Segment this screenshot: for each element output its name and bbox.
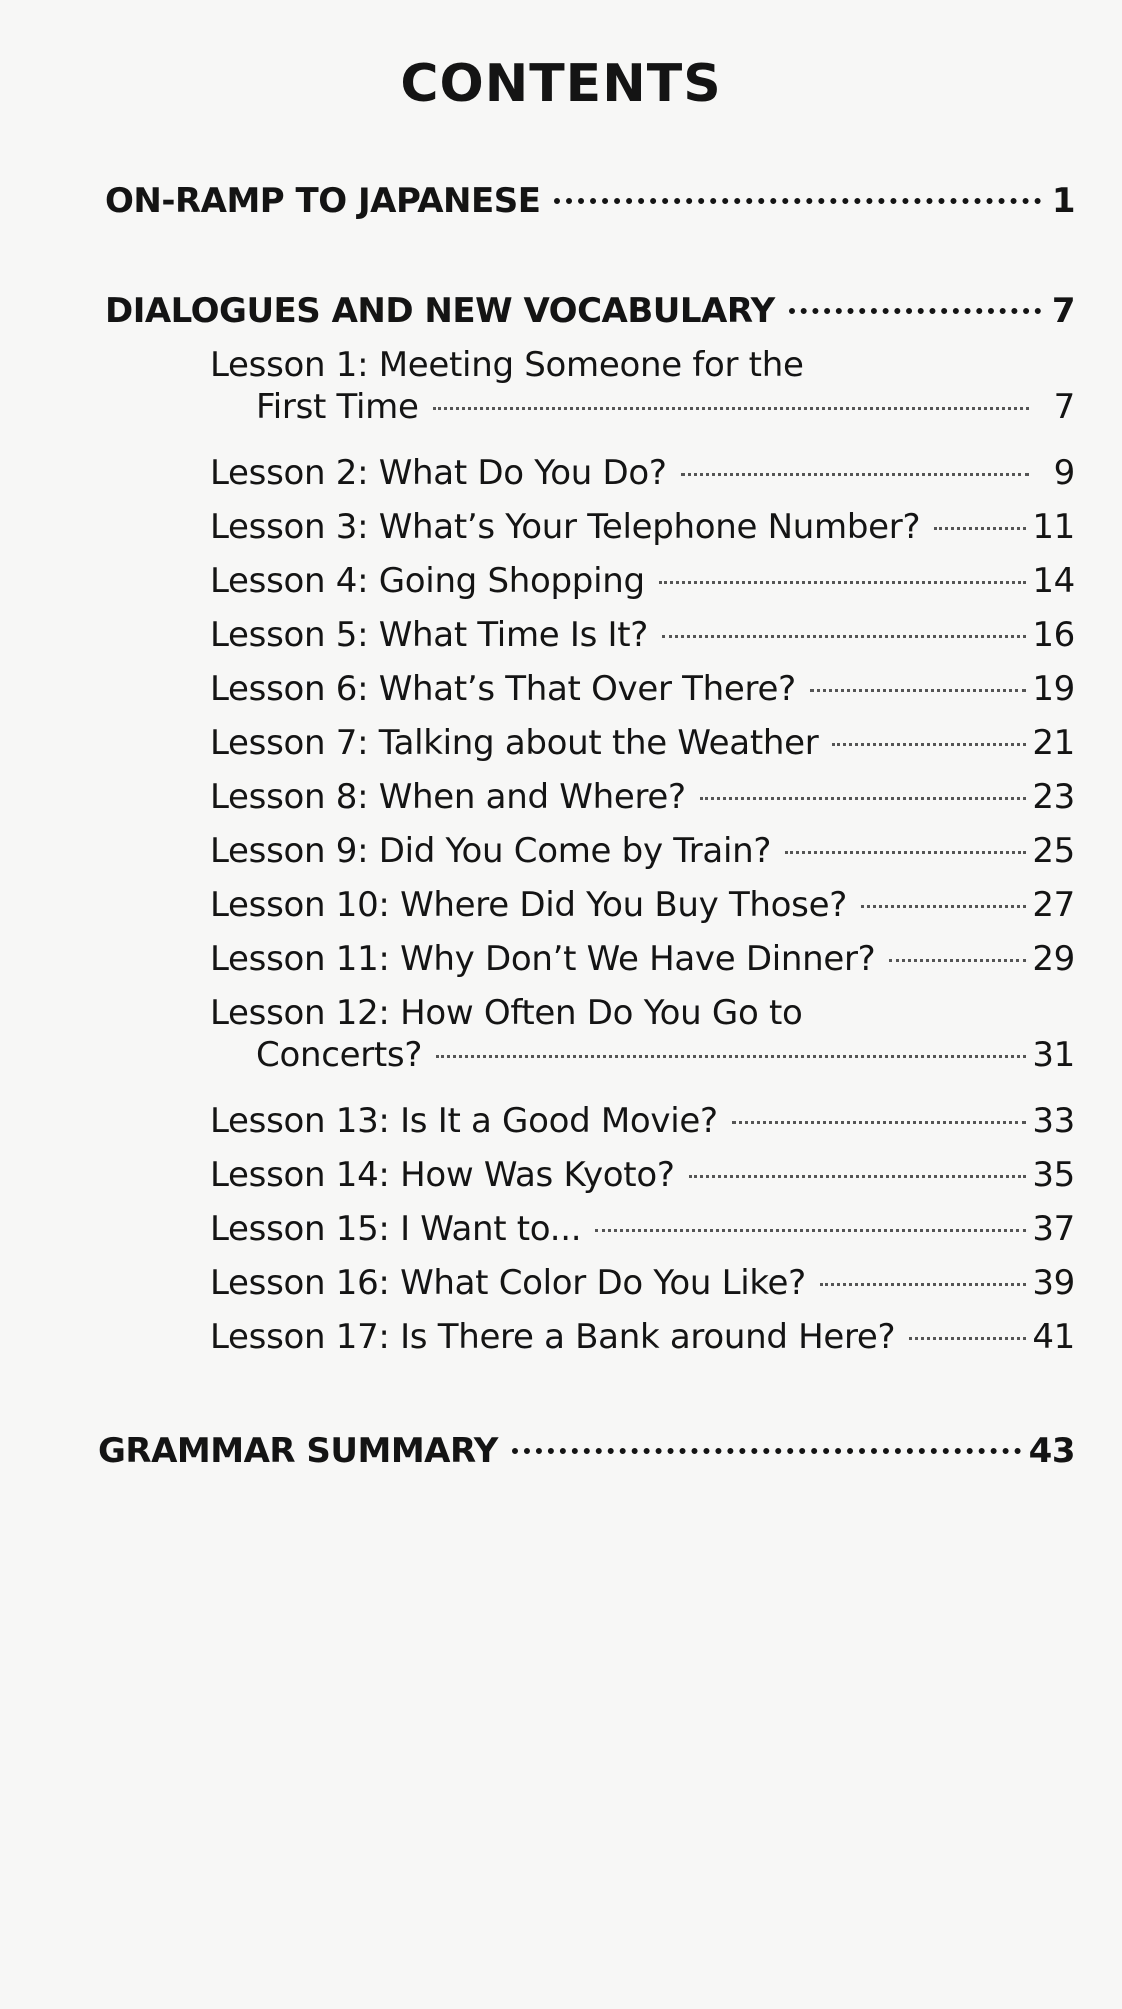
entry-title: Lesson 15: I Want to... (210, 1209, 582, 1249)
dot-leader (832, 743, 1026, 746)
entry-page-number: 27 (1032, 885, 1075, 925)
entry-title: Lesson 17: Is There a Bank around Here? (210, 1317, 896, 1357)
dot-leader (889, 959, 1026, 962)
entry-title: Lesson 5: What Time Is It? (210, 615, 649, 655)
entry-line (210, 506, 1075, 548)
entry-line (210, 452, 1075, 494)
entry-title: Lesson 1: Meeting Someone for the (210, 345, 804, 385)
dot-leader (909, 1337, 1026, 1340)
entry-page-number: 19 (1032, 669, 1075, 709)
toc-entry-lesson-5[interactable] (210, 614, 1075, 656)
dot-leader (700, 797, 1027, 800)
entry-page-number: 39 (1032, 1263, 1075, 1303)
entry-title: Lesson 9: Did You Come by Train? (210, 831, 772, 871)
entry-page-number: 35 (1032, 1155, 1075, 1195)
entry-page-number: 21 (1032, 723, 1075, 763)
section-title: ON-RAMP TO JAPANESE (105, 181, 541, 221)
entry-line (210, 1034, 1075, 1076)
entry-line (210, 560, 1075, 602)
toc-entry-lesson-2[interactable] (210, 452, 1075, 494)
entry-line (210, 884, 1075, 926)
toc-entry-lesson-11[interactable] (210, 938, 1075, 980)
entry-page-number: 33 (1032, 1101, 1075, 1141)
dot-leader (934, 527, 1026, 530)
dot-leader (689, 1175, 1027, 1178)
entry-line (210, 1208, 1075, 1250)
toc-entry-lesson-8[interactable] (210, 776, 1075, 818)
dot-leader (820, 1283, 1026, 1286)
entry-page-number: 41 (1032, 1317, 1075, 1357)
section-title: GRAMMAR SUMMARY (98, 1431, 498, 1471)
entry-title: Lesson 16: What Color Do You Like? (210, 1263, 806, 1303)
entry-page-number: 31 (1032, 1035, 1075, 1075)
entry-page-number: 23 (1032, 777, 1075, 817)
entry-page-number: 29 (1032, 939, 1075, 979)
dot-leader (433, 407, 1029, 410)
entry-title: Lesson 12: How Often Do You Go to (210, 993, 803, 1033)
entry-title: Lesson 2: What Do You Do? (210, 453, 667, 493)
section-page-number: 7 (1051, 291, 1075, 331)
toc-entry-lesson-1[interactable] (210, 344, 1075, 428)
dot-leader (595, 1229, 1026, 1232)
toc-entry-lesson-15[interactable] (210, 1208, 1075, 1250)
dot-leader (512, 1448, 1021, 1454)
entry-page-number: 11 (1032, 507, 1075, 547)
toc-entry-lesson-16[interactable] (210, 1262, 1075, 1304)
toc-entry-lesson-6[interactable] (210, 668, 1075, 710)
entry-title: Lesson 14: How Was Kyoto? (210, 1155, 675, 1195)
entry-page-number: 14 (1032, 561, 1075, 601)
entry-page-number: 37 (1032, 1209, 1075, 1249)
entry-title: Lesson 7: Talking about the Weather (210, 723, 819, 763)
entry-title: Lesson 10: Where Did You Buy Those? (210, 885, 847, 925)
entry-line (210, 1154, 1075, 1196)
entry-title-continued: Concerts? (256, 1035, 423, 1075)
section-title: DIALOGUES AND NEW VOCABULARY (105, 291, 775, 331)
toc-section-on-ramp[interactable] (105, 180, 1075, 222)
entry-line (210, 776, 1075, 818)
section-page-number: 43 (1028, 1431, 1075, 1471)
entry-line (210, 614, 1075, 656)
dot-leader (681, 473, 1029, 476)
entry-title: Lesson 8: When and Where? (210, 777, 686, 817)
entry-title: Lesson 13: Is It a Good Movie? (210, 1101, 718, 1141)
entry-page-number: 9 (1053, 453, 1075, 493)
section-page-number: 1 (1051, 181, 1075, 221)
toc-entry-lesson-7[interactable] (210, 722, 1075, 764)
entry-title: Lesson 11: Why Don’t We Have Dinner? (210, 939, 876, 979)
toc-section-grammar[interactable] (98, 1430, 1075, 1472)
entry-title: Lesson 6: What’s That Over There? (210, 669, 796, 709)
toc-entry-lesson-4[interactable] (210, 560, 1075, 602)
dot-leader (810, 689, 1027, 692)
dot-leader (436, 1055, 1026, 1058)
entry-line (210, 1262, 1075, 1304)
dot-leader (554, 198, 1041, 204)
entry-line (210, 344, 1075, 386)
toc-entry-lesson-3[interactable] (210, 506, 1075, 548)
entry-line (210, 386, 1075, 428)
dot-leader (789, 308, 1041, 314)
toc-entry-lesson-9[interactable] (210, 830, 1075, 872)
toc-entry-lesson-13[interactable] (210, 1100, 1075, 1142)
dot-leader (785, 851, 1026, 854)
entry-page-number: 25 (1032, 831, 1075, 871)
entry-title: Lesson 4: Going Shopping (210, 561, 645, 601)
toc-section-dialogues[interactable] (105, 290, 1075, 332)
toc-entry-lesson-10[interactable] (210, 884, 1075, 926)
entry-line (210, 938, 1075, 980)
page-title: CONTENTS (400, 54, 722, 114)
entry-title-continued: First Time (256, 387, 419, 427)
entry-page-number: 16 (1032, 615, 1075, 655)
entry-line (210, 830, 1075, 872)
toc-entry-lesson-14[interactable] (210, 1154, 1075, 1196)
toc-entry-lesson-17[interactable] (210, 1316, 1075, 1358)
dot-leader (662, 635, 1026, 638)
entry-line (210, 722, 1075, 764)
dot-leader (861, 905, 1026, 908)
entry-line (210, 1100, 1075, 1142)
entry-line (210, 668, 1075, 710)
toc-entry-lesson-12[interactable] (210, 992, 1075, 1076)
entry-title: Lesson 3: What’s Your Telephone Number? (210, 507, 921, 547)
entry-line (210, 992, 1075, 1034)
entry-line (210, 1316, 1075, 1358)
dot-leader (732, 1121, 1027, 1124)
entry-page-number: 7 (1053, 387, 1075, 427)
dot-leader (659, 581, 1027, 584)
